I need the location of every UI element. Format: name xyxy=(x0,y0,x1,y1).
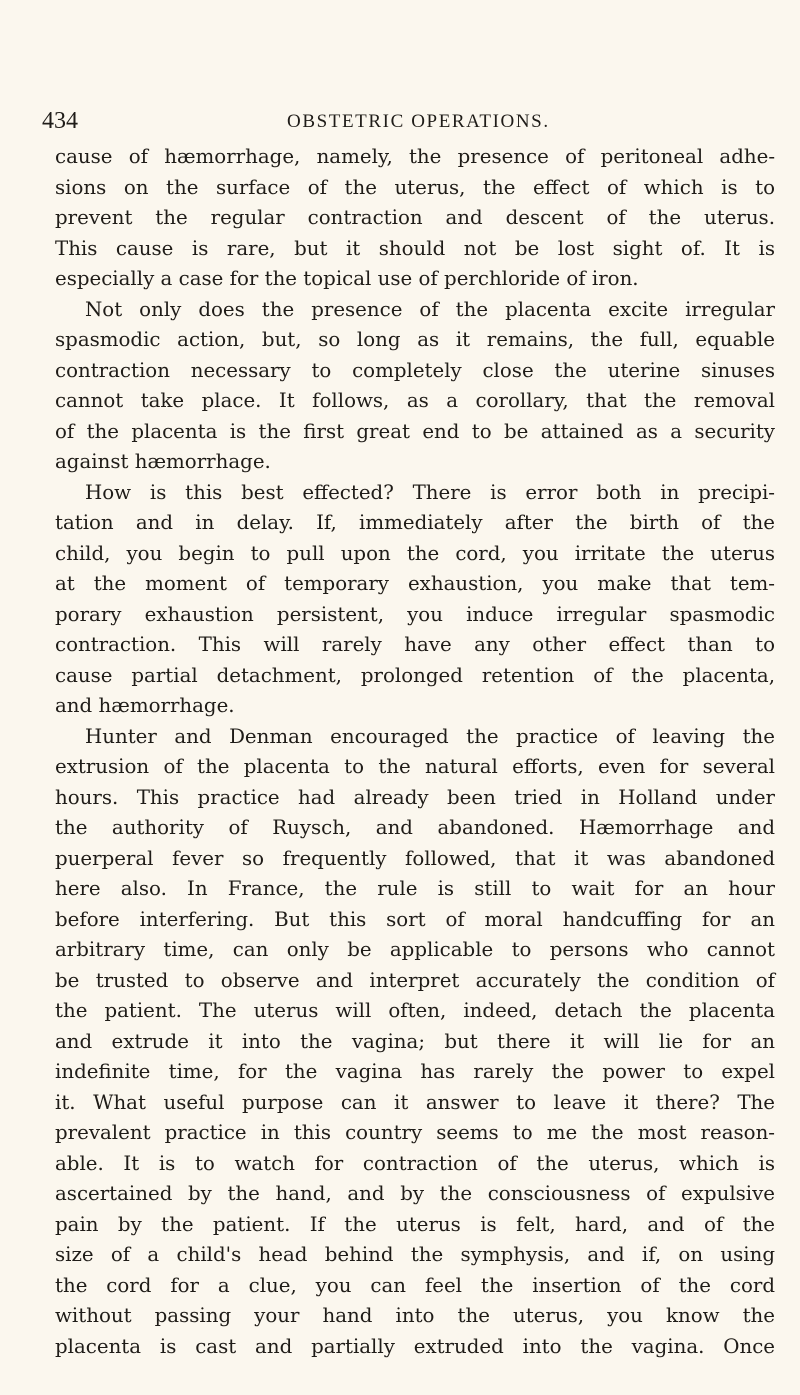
text-line: hours. This practice had already been tried in Holland under xyxy=(55,785,775,809)
text-line: contraction. This will rarely have any other effect than to xyxy=(55,633,775,656)
text-line: without passing your hand into the uterus, you know the xyxy=(55,1304,775,1327)
text-line: especially a case for the topical use of perchloride of iron. xyxy=(55,267,639,290)
body-text xyxy=(55,142,775,1362)
text-line: prevalent practice in this country seems to me the most reason- xyxy=(55,1121,775,1144)
text-line: cause partial detachment, prolonged retention of the placenta, xyxy=(55,663,775,687)
text-line: How is this best effected? There is error both in precipi- xyxy=(85,480,775,504)
text-line: at the moment of temporary exhaustion, you make that tem- xyxy=(55,572,775,595)
text-line: arbitrary time, can only be applicable to persons who cannot xyxy=(55,938,775,961)
text-line: before interfering. But this sort of moral handcuffing for an xyxy=(55,907,775,931)
text-line: Hunter and Denman encouraged the practice of leaving the xyxy=(85,724,775,748)
text-line: cause of hæmorrhage, namely, the presence of peritoneal adhe- xyxy=(55,145,775,168)
text-line: placenta is cast and partially extruded into the vagina. Once xyxy=(55,1334,775,1358)
text-line: cannot take place. It follows, as a corollary, that the removal xyxy=(55,389,775,412)
text-line: it. What useful purpose can it answer to leave it there? The xyxy=(55,1090,775,1114)
text-line: extrusion of the placenta to the natural efforts, even for several xyxy=(55,755,775,778)
text-line: pain by the patient. If the uterus is felt, hard, and of the xyxy=(55,1212,775,1236)
text-line: here also. In France, the rule is still to wait for an hour xyxy=(55,877,775,900)
text-line: Not only does the presence of the placenta excite irregular xyxy=(85,297,775,321)
text-line: sions on the surface of the uterus, the effect of which is to xyxy=(55,175,775,199)
text-line: puerperal fever so frequently followed, that it was abandoned xyxy=(55,846,775,870)
text-line: This cause is rare, but it should not be lost sight of. It is xyxy=(55,236,775,260)
text-line: size of a child's head behind the symphysis, and if, on using xyxy=(55,1243,775,1266)
text-line: spasmodic action, but, so long as it remains, the full, equable xyxy=(55,328,775,351)
text-line: ascertained by the hand, and by the consciousness of expulsive xyxy=(55,1182,775,1205)
text-line: able. It is to watch for contraction of the uterus, which is xyxy=(55,1151,775,1175)
text-line: and hæmorrhage. xyxy=(55,694,235,717)
text-line: against hæmorrhage. xyxy=(55,450,271,473)
text-line: the patient. The uterus will often, indeed, detach the placenta xyxy=(55,999,775,1022)
page-number: 434 xyxy=(42,108,78,134)
running-head xyxy=(42,108,762,134)
text-line: the authority of Ruysch, and abandoned. Hæmorrhage and xyxy=(55,816,775,839)
text-line: porary exhaustion persistent, you induce irregular spasmodic xyxy=(55,602,775,626)
text-line: child, you begin to pull upon the cord, you irritate the uterus xyxy=(55,541,775,565)
text-line: prevent the regular contraction and descent of the uterus. xyxy=(55,206,775,229)
text-line: of the placenta is the first great end to be attained as a security xyxy=(55,419,775,443)
text-line: contraction necessary to completely close the uterine sinuses xyxy=(55,358,775,382)
text-line: and extrude it into the vagina; but there it will lie for an xyxy=(55,1029,775,1053)
text-line: the cord for a clue, you can feel the insertion of the cord xyxy=(55,1273,775,1297)
running-title: OBSTETRIC OPERATIONS. xyxy=(287,111,550,132)
text-line: be trusted to observe and interpret accurately the condition of xyxy=(55,968,775,992)
text-line: tation and in delay. If, immediately after the birth of the xyxy=(55,511,775,534)
text-line: indefinite time, for the vagina has rarely the power to expel xyxy=(55,1060,775,1083)
